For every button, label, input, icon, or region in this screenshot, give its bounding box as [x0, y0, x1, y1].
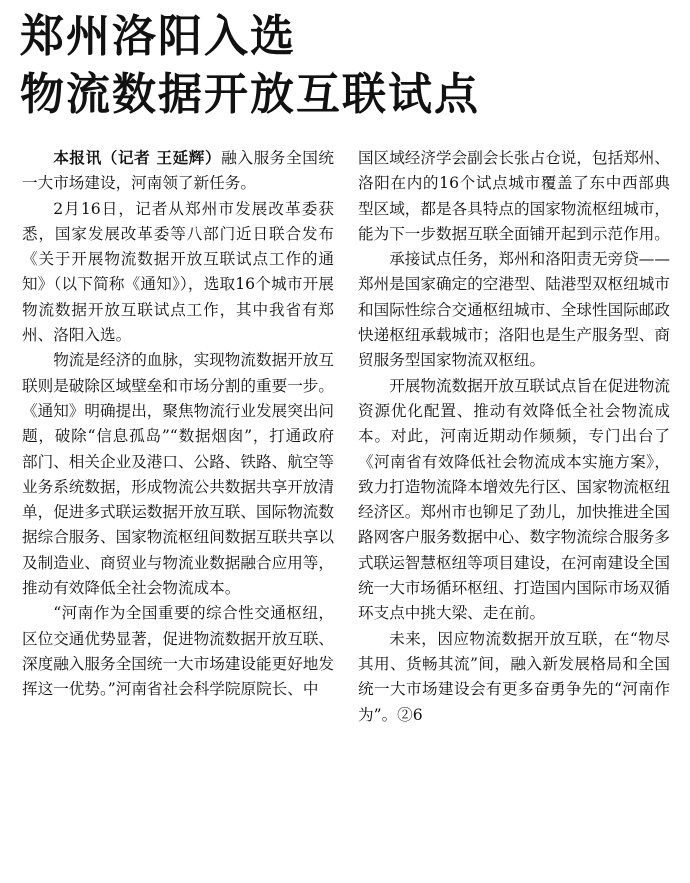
byline: 本报讯（记者 王延辉）: [53, 149, 222, 167]
right-column: [358, 146, 670, 876]
paragraph-3: 物流是经济的血脉，实现物流数据开放互联则是破除区域壁垒和市场分割的重要一步。《通知》明确提出，聚焦物流行业发展突出问题，破除“信息孤岛”“数据烟囱”，打通政府部门、相关企业及港口、公路、铁路、航空等业务系统数据，形成物流公共数据共享开放清单，促进多式联运数据开放互联、国际物流数据综合服务、国家物流枢纽间数据互联共享以及制造业、商贸业与物流业数据融合应用等，推动有效降低全社会物流成本。: [22, 351, 334, 598]
article-body: [22, 146, 670, 876]
paragraph-5: 承接试点任务，郑州和洛阳责无旁贷——郑州是国家确定的空港型、陆港型双枢纽城市和国际性综合交通枢纽城市、全球性国际邮政快递枢纽承载城市；洛阳也是生产服务型、商贸服务型国家物流双枢纽。: [358, 250, 670, 370]
lead-text: 融入服务全国统一大市场建设，河南领了新任务。: [22, 149, 334, 193]
headline-line-1: 郑州洛阳入选: [20, 11, 296, 62]
headline-line-2: 物流数据开放互联试点: [20, 69, 480, 120]
paragraph-6: 开展物流数据开放互联试点旨在促进物流资源优化配置、推动有效降低全社会物流成本。对此，河南近期动作频频，专门出台了《河南省有效降低社会物流成本实施方案》，致力打造物流降本增效先行区、国家物流枢纽经济区。郑州市也铆足了劲儿，加快推进全国路网客户服务数据中心、数字物流综合服务多式联运智慧枢纽等项目建设，在河南建设全国统一大市场循环枢纽、打造国内国际市场双循环支点中挑大梁、走在前。: [358, 376, 670, 623]
paragraph-4-start: “河南作为全国重要的综合性交通枢纽，区位交通优势显著，促进物流数据开放互联、深度融入服务全国统一大市场建设能更好地发挥这一优势。”河南省社会科学院原院长、中: [22, 604, 334, 699]
left-column: [22, 146, 334, 876]
paragraph-7: 未来，因应物流数据开放互联，在“物尽其用、货畅其流”间，融入新发展格局和全国统一大市场建设会有更多奋勇争先的“河南作为”。②6: [358, 629, 670, 724]
lead-paragraph: [22, 146, 334, 197]
paragraph-4-continued: 国区域经济学会副会长张占仓说，包括郑州、洛阳在内的16个试点城市覆盖了东中西部典型区域，都是各具特点的国家物流枢纽城市，能为下一步数据互联全面铺开起到示范作用。: [358, 149, 670, 243]
headline: [20, 8, 670, 124]
paragraph-2: 2月16日，记者从郑州市发展改革委获悉，国家发展改革委等八部门近日联合发布《关于开展物流数据开放互联试点工作的通知》（以下简称《通知》），选取16个城市开展物流数据开放互联试点工作，其中我省有郑州、洛阳入选。: [22, 199, 334, 345]
